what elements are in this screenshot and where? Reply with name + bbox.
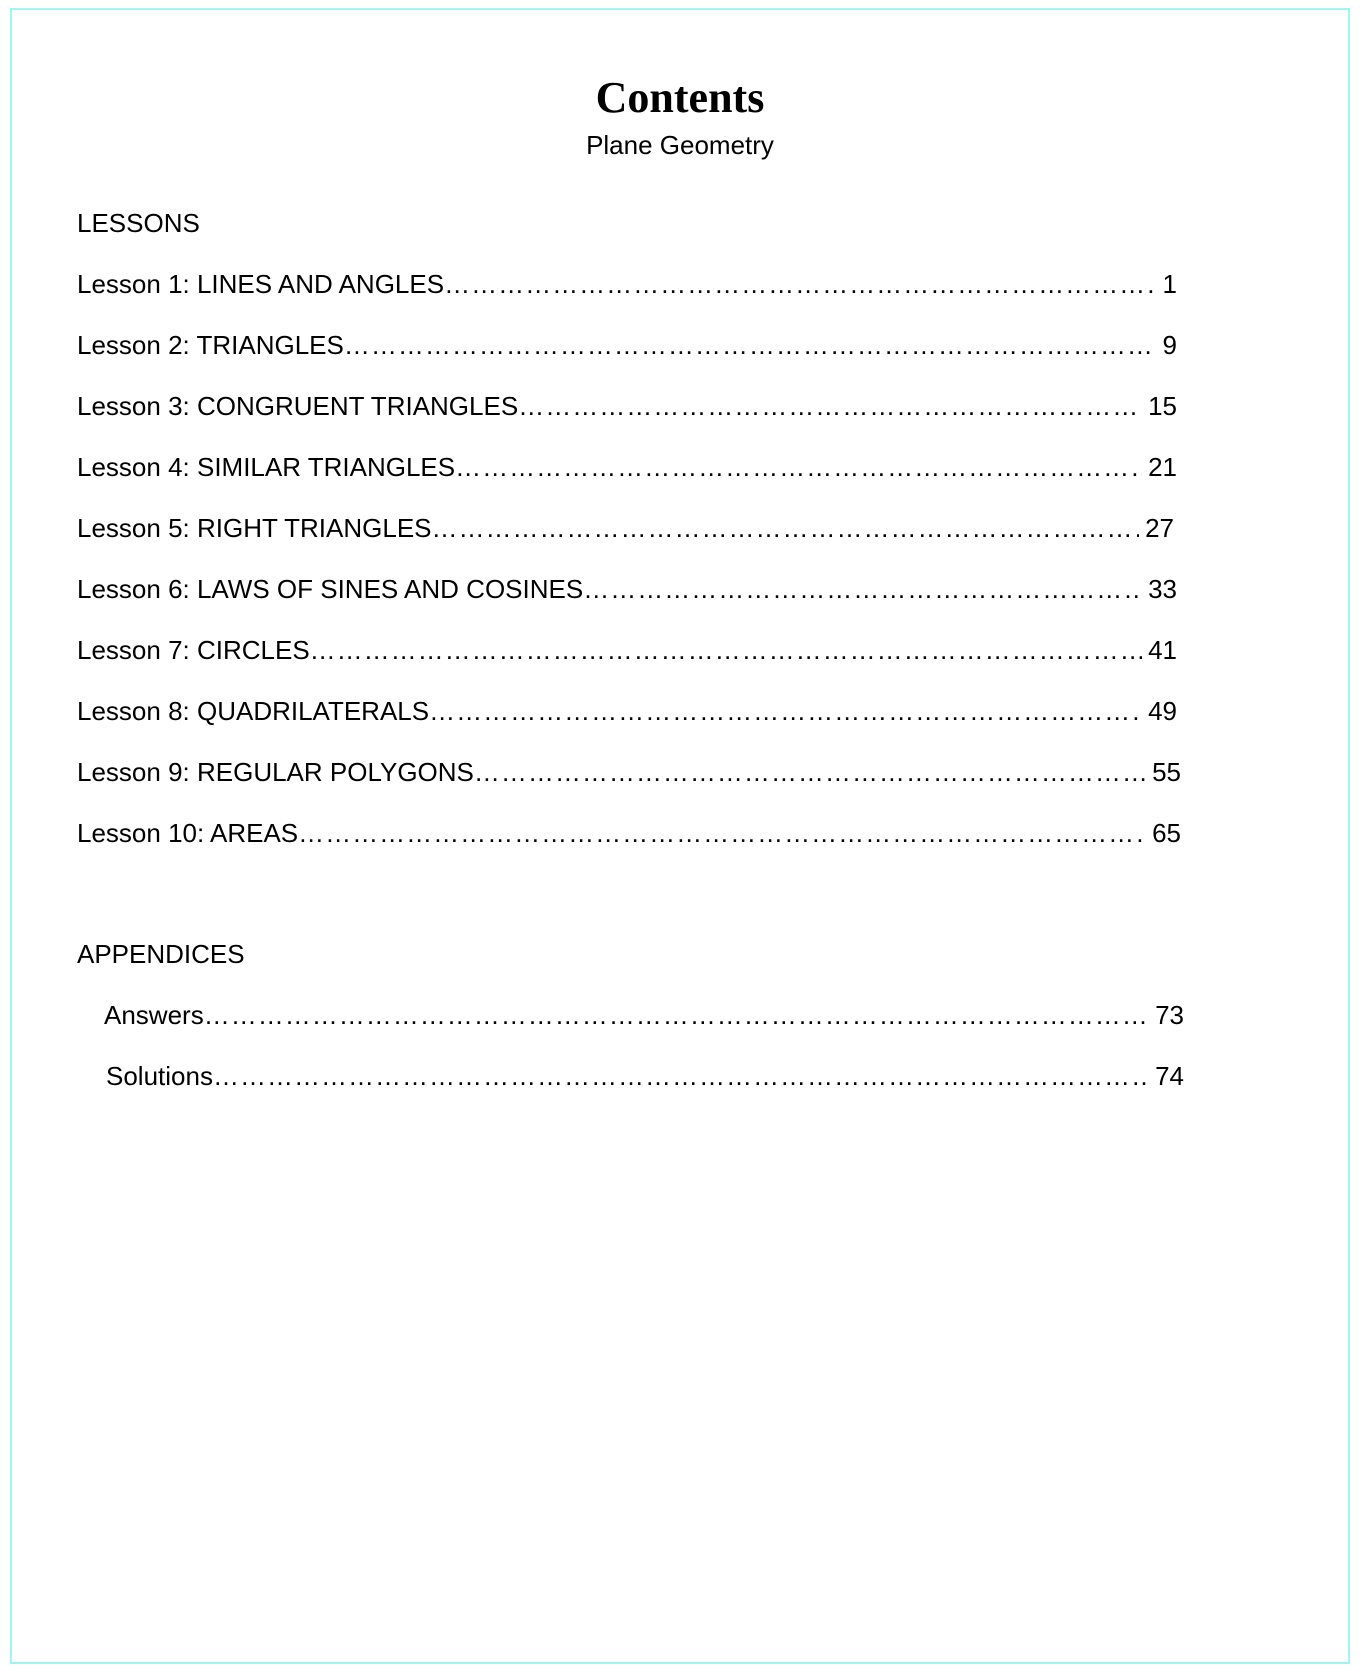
- page-subtitle: Plane Geometry: [586, 130, 774, 160]
- toc-entry-page: 21: [1148, 452, 1177, 482]
- toc-entry-label: Lesson 7: CIRCLES: [77, 635, 310, 665]
- toc-entry-label: Solutions: [106, 1061, 213, 1091]
- toc-entry-label: Lesson 9: REGULAR POLYGONS: [77, 757, 474, 787]
- toc-entry-label: Answers: [104, 1000, 204, 1030]
- toc-entry-page: 41: [1148, 635, 1177, 665]
- page-title: Contents: [595, 73, 765, 122]
- dot-leader: [583, 574, 1142, 605]
- toc-entry-answers[interactable]: [104, 1000, 1184, 1031]
- toc-entry-page: 49: [1148, 696, 1177, 726]
- toc-entry-lesson-4[interactable]: [77, 452, 1177, 483]
- toc-entry-label: Lesson 5: RIGHT TRIANGLES: [77, 513, 432, 543]
- toc-entry-page: 27: [1145, 513, 1174, 543]
- toc-entry-lesson-3[interactable]: [77, 391, 1177, 422]
- dot-leader: [455, 452, 1142, 483]
- toc-entry-label: Lesson 2: TRIANGLES: [77, 330, 344, 360]
- dot-leader: [204, 1000, 1149, 1031]
- toc-entry-lesson-7[interactable]: [77, 635, 1177, 666]
- toc-entry-lesson-1[interactable]: [77, 269, 1177, 300]
- appendices-heading: APPENDICES: [77, 939, 245, 969]
- dot-leader: [474, 757, 1146, 788]
- toc-entry-page: 15: [1148, 391, 1177, 421]
- toc-entry-label: Lesson 10: AREAS: [77, 818, 299, 848]
- toc-entry-lesson-6[interactable]: [77, 574, 1177, 605]
- toc-entry-page: 65: [1152, 818, 1181, 848]
- dot-leader: [298, 818, 1146, 849]
- toc-entry-solutions[interactable]: [106, 1061, 1184, 1092]
- document-page: [10, 8, 1350, 1664]
- toc-entry-label: Lesson 6: LAWS OF SINES AND COSINES: [77, 574, 584, 604]
- toc-entry-lesson-10[interactable]: [77, 818, 1181, 849]
- toc-entry-lesson-5[interactable]: [77, 513, 1174, 544]
- toc-entry-label: Lesson 1: LINES AND ANGLES: [77, 269, 445, 299]
- toc-entry-lesson-9[interactable]: [77, 757, 1181, 788]
- toc-entry-label: Lesson 8: QUADRILATERALS: [77, 696, 430, 726]
- lessons-heading: LESSONS: [77, 208, 200, 238]
- toc-entry-label: Lesson 4: SIMILAR TRIANGLES: [77, 452, 456, 482]
- toc-entry-page: 33: [1148, 574, 1177, 604]
- dot-leader: [444, 269, 1156, 300]
- toc-entry-label: Lesson 3: CONGRUENT TRIANGLES: [77, 391, 519, 421]
- dot-leader: [518, 391, 1142, 422]
- dot-leader: [429, 696, 1142, 727]
- toc-entry-page: 73: [1155, 1000, 1184, 1030]
- dot-leader: [344, 330, 1157, 361]
- dot-leader: [213, 1061, 1149, 1092]
- toc-entry-page: 74: [1155, 1061, 1184, 1091]
- toc-entry-page: 1: [1162, 269, 1177, 299]
- toc-entry-page: 55: [1152, 757, 1181, 787]
- toc-entry-lesson-2[interactable]: [77, 330, 1177, 361]
- toc-entry-lesson-8[interactable]: [77, 696, 1177, 727]
- dot-leader: [432, 513, 1140, 544]
- dot-leader: [310, 635, 1142, 666]
- toc-entry-page: 9: [1162, 330, 1177, 360]
